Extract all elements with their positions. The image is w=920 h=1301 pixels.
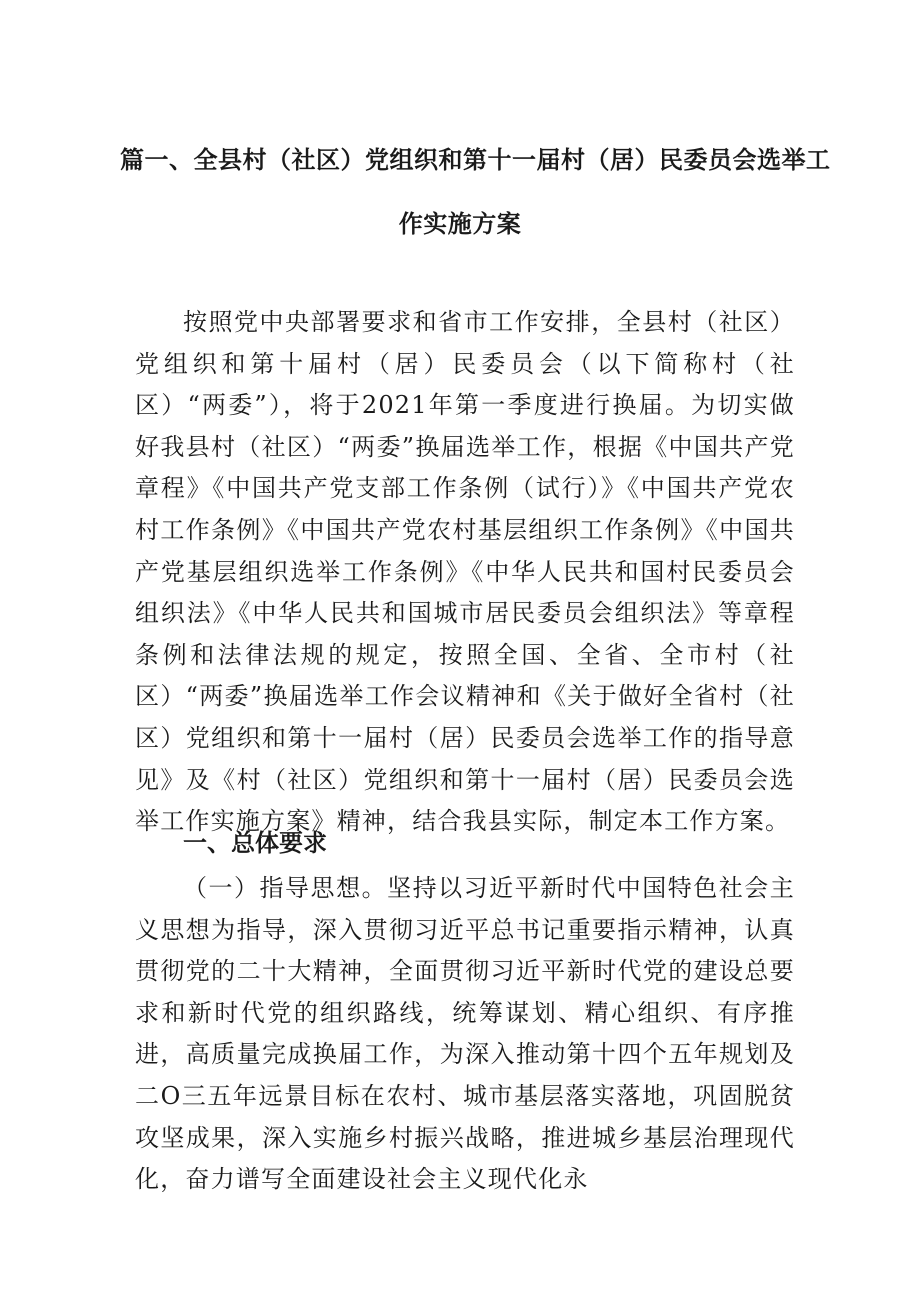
section-heading-general-requirements: 一、总体要求 — [183, 829, 327, 857]
guiding-thought-paragraph: （一）指导思想。坚持以习近平新时代中国特色社会主义思想为指导，深入贯彻习近平总书记重要指示精神，认真贯彻党的二十大精神，全面贯彻习近平新时代党的建设总要求和新时代党的组织路线，统筹谋划、精心组织、有序推进，高质量完成换届工作，为深入推动第十四个五年规划及二O三五年远景目标在农村、城市基层落实落地，巩固脱贫攻坚成果，深入实施乡村振兴战略，推进城乡基层治理现代化，奋力谱写全面建设社会主义现代化永 — [135, 874, 795, 1194]
document-title-line-2: 作实施方案 — [398, 210, 522, 238]
intro-paragraph: 按照党中央部署要求和省市工作安排，全县村（社区）党组织和第十届村（居）民委员会（以下简称村（社区）“两委”），将于2021年第一季度进行换届。为切实做好我县村（社区）“两委”换届选举工作，根据《中国共产党章程》《中国共产党支部工作条例（试行）》《中国共产党农村工作条例》《中国共产党农村基层组织工作条例》《中国共产党基层组织选举工作条例》《中华人民共和国村民委员会组织法》《中华人民共和国城市居民委员会组织法》等章程条例和法律法规的规定，按照全国、全省、全市村（社区）“两委”换届选举工作会议精神和《关于做好全省村（社区）党组织和第十一届村（居）民委员会选举工作的指导意见》及《村（社区）党组织和第十一届村（居）民委员会选举工作实施方案》精神，结合我县实际，制定本工作方案。 — [135, 308, 795, 836]
document-title-line-1: 篇一、全县村（社区）党组织和第十一届村（居）民委员会选举工 — [120, 146, 831, 174]
